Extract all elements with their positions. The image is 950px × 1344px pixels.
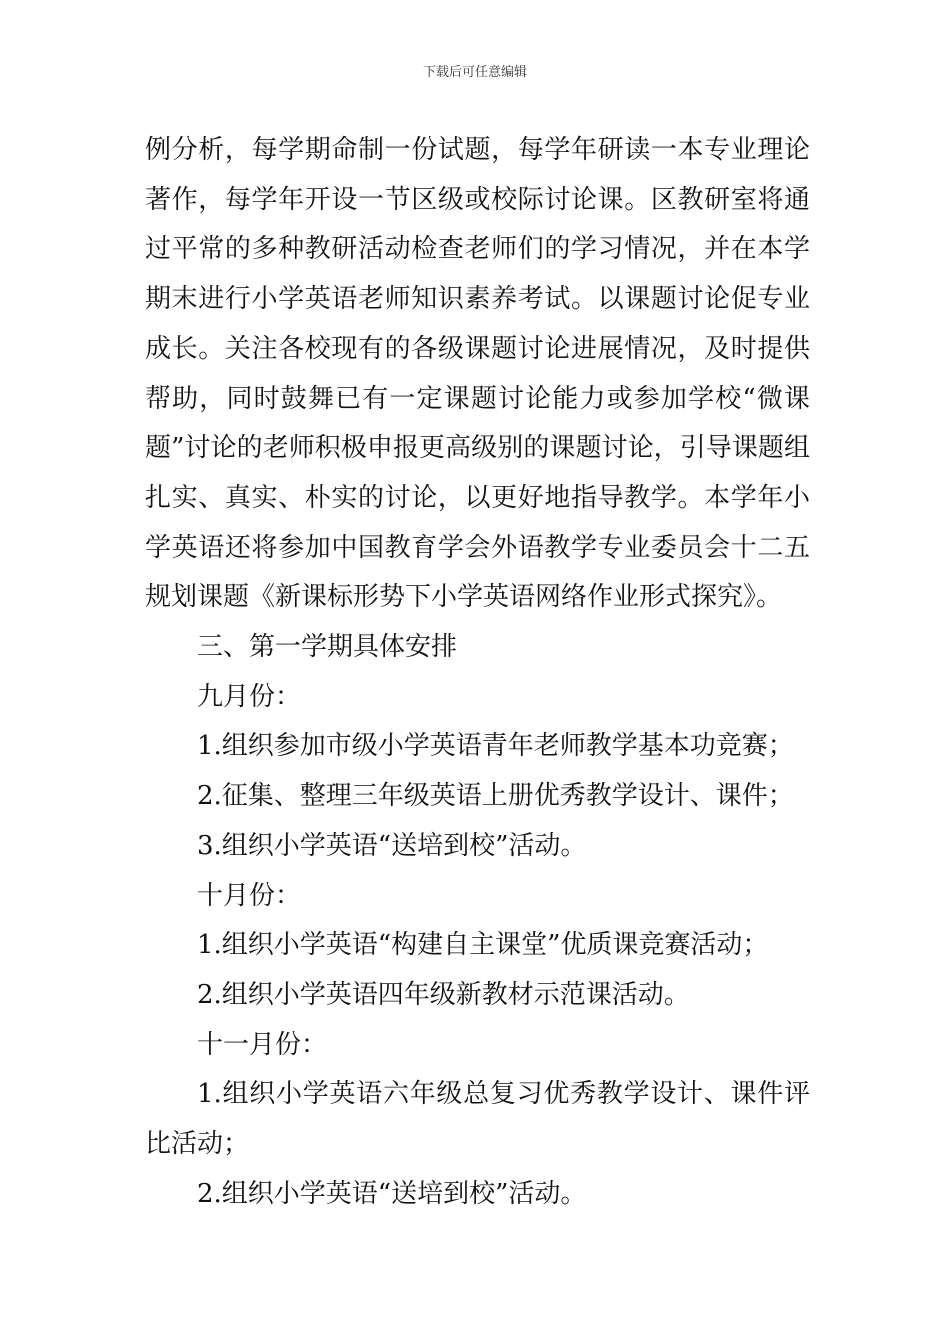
page-header: 下载后可任意编辑 [422,65,527,80]
month-label-november: 十一月份： [197,1029,328,1060]
list-item: 1.组织小学英语六年级总复习优秀教学设计、课件评比活动； [145,1079,810,1160]
document-body [145,126,810,1219]
list-item: 2.组织小学英语四年级新教材示范课活动。 [197,979,690,1010]
list-item: 2.组织小学英语“送培到校”活动。 [197,1178,587,1209]
list-item: 1.组织参加市级小学英语青年老师教学基本功竞赛； [197,731,794,762]
list-item: 1.组织小学英语“构建自主课堂”优质课竞赛活动； [197,930,769,961]
month-label-october: 十月份： [197,880,302,911]
month-label-september: 九月份： [197,681,302,712]
list-item: 2.征集、整理三年级英语上册优秀教学设计、课件； [197,781,794,812]
section-heading: 三、第一学期具体安排 [197,632,458,663]
list-item: 3.组织小学英语“送培到校”活动。 [197,830,587,861]
intro-paragraph: 例分析，每学期命制一份试题，每学年研读一本专业理论著作，每学年开设一节区级或校际讨论课。区教研室将通过平常的多种教研活动检查老师们的学习情况，并在本学期末进行小学英语老师知识素养考试。以课题讨论促专业成长。关注各校现有的各级课题讨论进展情况，及时提供帮助，同时鼓舞已有一定课题讨论能力或参加学校“微课题”讨论的老师积极申报更高级别的课题讨论，引导课题组扎实、真实、朴实的讨论，以更好地指导教学。本学年小学英语还将参加中国教育学会外语教学专业委员会十二五规划课题《新课标形势下小学英语网络作业形式探究》。 [145,135,810,613]
